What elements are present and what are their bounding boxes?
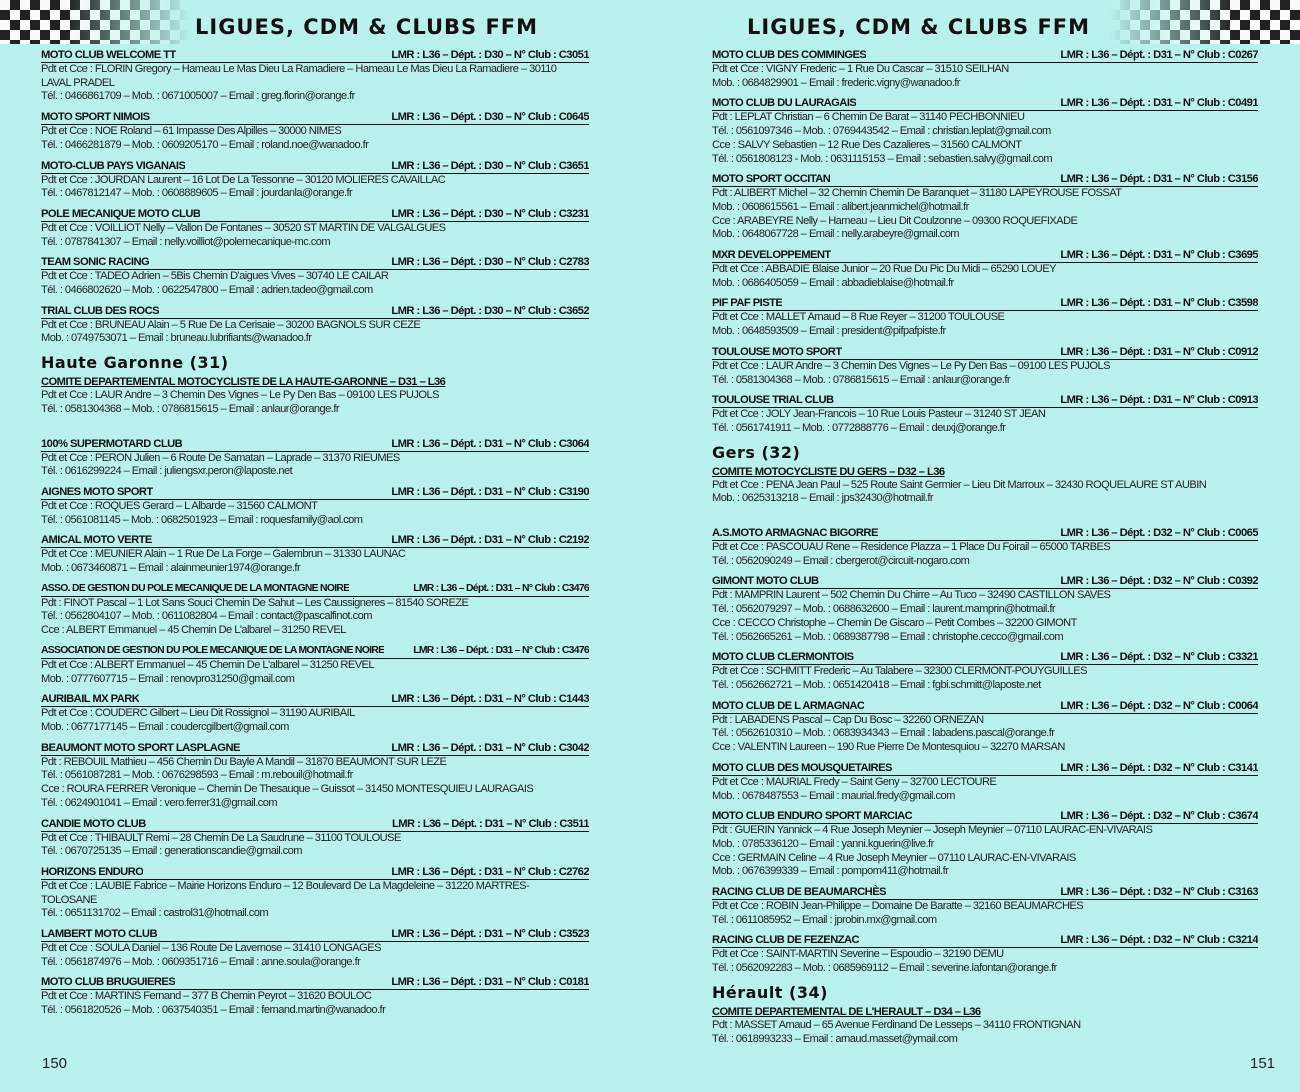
section-heading: Hérault (34): [712, 982, 828, 1002]
club-header: [712, 933, 1258, 948]
club-name: GIMONT MOTO CLUB: [712, 575, 819, 588]
contact-line: Tél. : 0624901041 – Email : vero.ferrer31@gmail.com: [41, 796, 278, 809]
contact-line: Pdt et Cce : FLORIN Gregory – Hameau Le Mas Dieu La Ramadiere – Hameau Le Mas Dieu La Ramadiere – 30110: [41, 63, 557, 75]
club-entry: [41, 110, 589, 152]
contact-line: Mob. : 0676399339 – Email : pompom411@hotmail.fr: [712, 865, 949, 878]
club-entry: [41, 485, 589, 527]
contact-line: Tél. : 0618993233 – Email : arnaud.masset@ymail.com: [712, 1032, 958, 1045]
club-reference: LMR : L36 – Dépt. : D31 – N° Club : C2192: [391, 534, 589, 547]
club-reference: LMR : L36 – Dépt. : D32 – N° Club : C3214: [1060, 934, 1258, 947]
club-reference: LMR : L36 – Dépt. : D31 – N° Club : C3511: [391, 817, 589, 830]
contact-line: Pdt et Cce : JOURDAN Laurent – 16 Lot De La Tessonne – 30120 MOLIERES CAVAILLAC: [41, 173, 446, 186]
club-reference: LMR : L36 – Dépt. : D32 – N° Club : C0065: [1060, 527, 1258, 540]
contact-line: Tél. : 0561874976 – Mob. : 0609351716 – Email : anne.soula@orange.fr: [41, 955, 361, 968]
club-header: [712, 885, 1258, 900]
contact-line: Cce : ROURA FERRER Veronique – Chemin De Thesauque – Guissot – 31450 MONTESQUIEU LAURAGAIS: [41, 783, 534, 796]
contact-line: Pdt : REBOUIL Mathieu – 456 Chemin Du Bayle A Mandil – 31870 BEAUMONT SUR LEZE: [41, 755, 447, 768]
contact-line: Tél. : 0562092283 – Mob. : 0685969112 – Email : severine.lafontan@orange.fr: [712, 962, 1057, 975]
contact-line: Cce : ALBERT Emmanuel – 45 Chemin De L'albarel – 31250 REVEL: [41, 624, 346, 637]
club-name: RACING CLUB DE FEZENZAC: [712, 934, 860, 947]
club-reference: LMR : L36 – Dépt. : D31 – N° Club : C0491: [1060, 97, 1258, 110]
contact-line: Pdt et Cce : MAURIAL Fredy – Saint Geny – 32700 LECTOURE: [712, 775, 997, 788]
contact-line: Pdt et Cce : ALBERT Emmanuel – 45 Chemin De L'albarel – 31250 REVEL: [41, 658, 375, 671]
contact-line: Tél. : 0561081145 – Mob. : 0682501923 – Email : roquesfamily@aol.com: [41, 513, 363, 526]
contact-line: Mob. : 0785336120 – Email : yanni.kguerin@live.fr: [712, 837, 934, 850]
contact-line: Tél. : 0466281879 – Mob. : 0609205170 – Email : roland.noe@wanadoo.fr: [41, 138, 369, 151]
club-header: [41, 255, 589, 270]
club-entry: [712, 172, 1258, 242]
club-header: [41, 207, 589, 222]
contact-line: Pdt et Cce : VIGNY Frederic – 1 Rue Du Cascar – 31510 SEILHAN: [712, 63, 1009, 75]
club-header: [712, 296, 1258, 311]
club-header: [41, 533, 589, 548]
contact-line: Tél. : 0562090249 – Email : cbergerot@circuit-nogaro.com: [712, 554, 970, 567]
club-reference: LMR : L36 – Dépt. : D32 – N° Club : C0392: [1060, 575, 1258, 588]
page-number: 151: [1250, 1055, 1276, 1072]
club-entry: [41, 927, 589, 969]
contact-line: Pdt et Cce : LAUBIE Fabrice – Mairie Horizons Enduro – 12 Boulevard De La Magdeleine – 31220 MARTRES-: [41, 879, 530, 892]
committee-entry: [41, 375, 589, 416]
right-page: [650, 0, 1300, 1092]
club-name: TOULOUSE TRIAL CLUB: [712, 394, 834, 407]
club-header: [41, 304, 589, 319]
club-reference: LMR : L36 – Dépt. : D31 – N° Club : C3064: [391, 437, 589, 450]
club-header: [41, 110, 589, 125]
club-header: [41, 644, 589, 659]
club-name: HORIZONS ENDURO: [41, 865, 144, 878]
club-header: [41, 582, 589, 597]
club-reference: LMR : L36 – Dépt. : D31 – N° Club : C0267: [1060, 49, 1258, 61]
contact-line: Pdt et Cce : JOLY Jean-Francois – 10 Rue Louis Pasteur – 31240 ST JEAN: [712, 408, 1046, 421]
contact-line: Mob. : 0625313218 – Email : jps32430@hotmail.fr: [712, 492, 933, 505]
contact-line: Tél. : 0581304368 – Mob. : 0786815615 – Email : anlaur@orange.fr: [41, 402, 340, 415]
contact-line: Pdt et Cce : BRUNEAU Alain – 5 Rue De La Cerisaie – 30200 BAGNOLS SUR CEZE: [41, 318, 421, 331]
club-entry: [712, 96, 1258, 166]
contact-line: Pdt et Cce : LAUR Andre – 3 Chemin Des Vignes – Le Py Den Bas – 09100 LES PUJOLS: [712, 359, 1110, 372]
contact-line: Tél. : 0561097346 – Mob. : 0769443542 – Email : christian.leplat@gmail.com: [712, 125, 1051, 138]
club-name: CANDIE MOTO CLUB: [41, 817, 146, 830]
contact-line: Pdt et Cce : PENA Jean Paul – 525 Route Saint Germier – Lieu Dit Marroux – 32430 ROQUELAURE ST AUBIN: [712, 478, 1207, 491]
club-name: MOTO SPORT OCCITAN: [712, 173, 831, 186]
club-entry: [712, 650, 1258, 692]
club-name: MOTO CLUB DES MOUSQUETAIRES: [712, 761, 892, 774]
contact-line: Pdt et Cce : PASCOUAU Rene – Residence Plazza – 1 Place Du Foirail – 65000 TARBES: [712, 541, 1111, 554]
contact-line: Mob. : 0678487553 – Email : maurial.fredy@gmail.com: [712, 789, 955, 802]
club-entry: [41, 865, 589, 921]
club-reference: LMR : L36 – Dépt. : D31 – N° Club : C0913: [1060, 394, 1258, 407]
contact-line: Mob. : 0648067728 – Email : nelly.arabeyre@gmail.com: [712, 228, 959, 241]
contact-line: Pdt et Cce : SOULA Daniel – 136 Route De Lavernose – 31410 LONGAGES: [41, 942, 381, 955]
left-page-listing: [41, 48, 589, 1024]
club-entry: [41, 304, 589, 346]
contact-line: Tél. : 0611085952 – Email : jprobin.mx@gmail.com: [712, 913, 937, 926]
club-entry: [41, 582, 589, 638]
contact-line: Mob. : 0673460871 – Email : alainmeunier1974@orange.fr: [41, 562, 301, 575]
club-reference: LMR : L36 – Dépt. : D32 – N° Club : C0064: [1060, 699, 1258, 712]
contact-line: Tél. : 0561808123 - Mob. : 0631115153 – Email : sebastien.salvy@gmail.com: [712, 152, 1053, 165]
club-entry: [712, 761, 1258, 803]
contact-line: Tél. : 0466861709 – Mob. : 0671005007 – Email : greg.florin@orange.fr: [41, 90, 355, 103]
club-header: [41, 159, 589, 174]
contact-line: Tél. : 0562665261 – Mob. : 0689387798 – Email : christophe.cecco@gmail.com: [712, 630, 1064, 643]
committee-name: COMITE DEPARTEMENTAL MOTOCYCLISTE DE LA HAUTE-GARONNE – D31 – L36: [41, 376, 446, 389]
club-reference: LMR : L36 – Dépt. : D32 – N° Club : C3674: [1060, 810, 1258, 823]
club-name: MOTO CLUB CLERMONTOIS: [712, 651, 854, 664]
club-entry: [712, 345, 1258, 387]
club-name: BEAUMONT MOTO SPORT LASPLAGNE: [41, 741, 240, 754]
club-header: [41, 975, 589, 990]
contact-line: Pdt : ALIBERT Michel – 32 Chemin Chemin De Baranquet – 31180 LAPEYROUSE FOSSAT: [712, 187, 1122, 200]
club-name: MOTO CLUB DE L ARMAGNAC: [712, 699, 865, 712]
club-reference: LMR : L36 – Dépt. : D31 – N° Club : C3695: [1060, 249, 1258, 262]
contact-line: TOLOSANE: [41, 893, 97, 906]
club-reference: LMR : L36 – Dépt. : D31 – N° Club : C0181: [391, 976, 589, 989]
club-reference: LMR : L36 – Dépt. : D31 – N° Club : C3598: [1060, 297, 1258, 310]
club-reference: LMR : L36 – Dépt. : D31 – N° Club : C3042: [391, 741, 589, 754]
contact-line: Mob. : 0677177145 – Email : coudercgilbert@gmail.com: [41, 720, 289, 733]
contact-line: Pdt et Cce : TADEO Adrien – 5Bis Chemin D'aigues Vives – 30740 LE CAILAR: [41, 270, 389, 283]
club-entry: [712, 699, 1258, 755]
contact-line: LAVAL PRADEL: [41, 76, 115, 89]
club-reference: LMR : L36 – Dépt. : D30 – N° Club : C3651: [391, 159, 589, 172]
contact-line: Cce : CECCO Christophe – Chemin De Giscaro – Petit Combes – 32200 GIMONT: [712, 616, 1077, 629]
club-name: MOTO CLUB DU LAURAGAIS: [712, 97, 857, 110]
club-entry: [712, 574, 1258, 644]
club-reference: LMR : L36 – Dépt. : D31 – N° Club : C1443: [391, 693, 589, 706]
section-heading: Gers (32): [712, 442, 801, 462]
contact-line: Pdt : FINOT Pascal – 1 Lot Sans Souci Chemin De Sahut – Les Caussigneres – 81540 SOREZE: [41, 596, 469, 609]
contact-line: Cce : ARABEYRE Nelly – Hameau – Lieu Dit Coulzonne – 09300 ROQUEFIXADE: [712, 214, 1078, 227]
contact-line: Cce : SALVY Sebastien – 12 Rue Des Cazalieres – 31560 CALMONT: [712, 138, 1022, 151]
club-reference: LMR : L36 – Dépt. : D32 – N° Club : C3321: [1060, 651, 1258, 664]
club-reference: LMR : L36 – Dépt. : D31 – N° Club : C3190: [391, 485, 589, 498]
section-heading: Haute Garonne (31): [41, 353, 229, 373]
club-header: [712, 172, 1258, 187]
club-name: LAMBERT MOTO CLUB: [41, 928, 157, 941]
contact-line: Mob. : 0684829901 – Email : frederic.vigny@wanadoo.fr: [712, 76, 960, 89]
contact-line: Tél. : 0562610310 – Mob. : 0683934343 – Email : labadens.pascal@orange.fr: [712, 727, 1055, 740]
contact-line: Mob. : 0648593509 – Email : president@pifpafpiste.fr: [712, 325, 946, 338]
committee-entry: [712, 1005, 1258, 1046]
club-reference: LMR : L36 – Dépt. : D30 – N° Club : C0645: [391, 111, 589, 124]
club-reference: LMR : L36 – Dépt. : D31 – N° Club : C3156: [1060, 173, 1258, 186]
club-header: [712, 809, 1258, 824]
club-reference: LMR : L36 – Dépt. : D30 – N° Club : C3652: [391, 304, 589, 317]
club-reference: LMR : L36 – Dépt. : D31 – N° Club : C0912: [1060, 345, 1258, 358]
club-header: [712, 48, 1258, 63]
contact-line: Pdt et Cce : THIBAULT Remi – 28 Chemin De La Saudrune – 31100 TOULOUSE: [41, 831, 401, 844]
club-entry: [41, 975, 589, 1017]
club-entry: [41, 533, 589, 575]
committee-entry: [712, 465, 1258, 506]
contact-line: Cce : VALENTIN Laureen – 190 Rue Pierre De Montesquiou – 32270 MARSAN: [712, 741, 1065, 754]
club-header: [712, 393, 1258, 408]
contact-line: Cce : GERMAIN Celine – 4 Rue Joseph Meynier – 07110 LAURAC-EN-VIVARAIS: [712, 851, 1076, 864]
club-reference: LMR : L36 – Dépt. : D32 – N° Club : C3163: [1060, 886, 1258, 899]
club-entry: [712, 526, 1258, 568]
contact-line: Mob. : 0749753071 – Email : bruneau.lubrifiants@wanadoo.fr: [41, 332, 312, 345]
club-name: RACING CLUB DE BEAUMARCHÈS: [712, 886, 887, 899]
contact-line: Pdt et Cce : ROBIN Jean-Philippe – Domaine De Baratte – 32160 BEAUMARCHES: [712, 900, 1084, 913]
contact-line: Pdt et Cce : SAINT-MARTIN Severine – Espoudio – 32190 DEMU: [712, 948, 1004, 961]
club-header: [712, 574, 1258, 589]
contact-line: Pdt et Cce : MALLET Arnaud – 8 Rue Reyer – 31200 TOULOUSE: [712, 311, 1005, 324]
club-name: TEAM SONIC RACING: [41, 256, 150, 269]
contact-line: Tél. : 0561820526 – Mob. : 0637540351 – Email : fernand.martin@wanadoo.fr: [41, 1004, 386, 1017]
club-name: AURIBAIL MX PARK: [41, 693, 140, 706]
club-reference: LMR : L36 – Dépt. : D31 – N° Club : C3523: [391, 928, 589, 941]
club-header: [712, 345, 1258, 360]
club-header: [712, 526, 1258, 541]
contact-line: Tél. : 0467812147 – Mob. : 0608889605 – Email : jourdanla@orange.fr: [41, 187, 353, 200]
contact-line: Pdt : LABADENS Pascal – Cap Du Bosc – 32260 ORNEZAN: [712, 713, 984, 726]
contact-line: Pdt et Cce : VOILLIOT Nelly – Vallon De Fontanes – 30520 ST MARTIN DE VALGALGUES: [41, 221, 446, 234]
club-name: MOTO SPORT NIMOIS: [41, 111, 150, 124]
club-entry: [712, 248, 1258, 290]
club-header: [41, 741, 589, 756]
club-reference: LMR : L36 – Dépt. : D30 – N° Club : C2783: [391, 256, 589, 269]
club-name: TRIAL CLUB DES ROCS: [41, 304, 160, 317]
club-name: ASSO. DE GESTION DU POLE MECANIQUE DE LA MONTAGNE NOIRE: [41, 582, 350, 594]
contact-line: Tél. : 0651131702 – Email : castrol31@hotmail.com: [41, 907, 269, 920]
contact-line: Pdt et Cce : NOE Roland – 61 Impasse Des Alpilles – 30000 NIMES: [41, 125, 342, 138]
club-name: 100% SUPERMOTARD CLUB: [41, 437, 183, 450]
club-name: TOULOUSE MOTO SPORT: [712, 345, 842, 358]
club-name: MOTO CLUB WELCOME TT: [41, 49, 176, 61]
club-name: MOTO-CLUB PAYS VIGANAIS: [41, 159, 186, 172]
club-header: [712, 761, 1258, 776]
club-header: [41, 927, 589, 942]
club-header: [41, 437, 589, 452]
club-name: AMICAL MOTO VERTE: [41, 534, 152, 547]
contact-line: Tél. : 0562804107 – Mob. : 0611082804 – Email : contact@pascalfinot.com: [41, 610, 372, 623]
club-entry: [41, 817, 589, 859]
contact-line: Pdt : MAMPRIN Laurent – 502 Chemin Du Chirre – Au Tuco – 32490 CASTILLON SAVES: [712, 589, 1111, 602]
contact-line: Pdt et Cce : COUDERC Gilbert – Lieu Dit Rossignol – 31190 AURIBAIL: [41, 707, 355, 720]
contact-line: Mob. : 0777607715 – Email : renovpro31250@gmail.com: [41, 672, 295, 685]
contact-line: Pdt et Cce : ABBADIE Blaise Junior – 20 Rue Du Pic Du Midi – 65290 LOUEY: [712, 263, 1056, 276]
contact-line: Tél. : 0670725135 – Email : generationscandie@gmail.com: [41, 845, 302, 858]
club-entry: [712, 393, 1258, 435]
club-reference: LMR : L36 – Dépt. : D30 – N° Club : C3051: [391, 49, 589, 61]
club-reference: LMR : L36 – Dépt. : D31 – N° Club : C3476: [413, 644, 589, 656]
club-name: MOTO CLUB BRUGUIERES: [41, 976, 176, 989]
club-header: [41, 485, 589, 500]
club-reference: LMR : L36 – Dépt. : D31 – N° Club : C2762: [391, 865, 589, 878]
club-name: MXR DEVELOPPEMENT: [712, 249, 831, 262]
club-header: [712, 650, 1258, 665]
club-name: ASSOCIATION DE GESTION DU POLE MECANIQUE DE LA MONTAGNE NOIRE: [41, 644, 385, 656]
club-entry: [41, 437, 589, 479]
club-header: [712, 248, 1258, 263]
contact-line: Tél. : 0562662721 – Mob. : 0651420418 – Email : fgbi.schmitt@laposte.net: [712, 678, 1041, 691]
contact-line: Pdt et Cce : MEUNIER Alain – 1 Rue De La Forge – Galembrun – 31330 LAUNAC: [41, 548, 406, 561]
contact-line: Tél. : 0581304368 – Mob. : 0786815615 – Email : anlaur@orange.fr: [712, 373, 1011, 386]
committee-name: COMITE MOTOCYCLISTE DU GERS – D32 – L36: [712, 465, 945, 478]
contact-line: Pdt et Cce : PERON Julien – 6 Route De Samatan – Laprade – 31370 RIEUMES: [41, 451, 400, 464]
club-entry: [41, 644, 589, 686]
club-name: MOTO CLUB DES COMMINGES: [712, 49, 867, 61]
club-entry: [712, 48, 1258, 90]
club-entry: [41, 741, 589, 811]
club-header: [41, 865, 589, 880]
club-name: MOTO CLUB ENDURO SPORT MARCIAC: [712, 810, 913, 823]
contact-line: Pdt : LEPLAT Christian – 6 Chemin De Barat – 31140 PECHBONNIEU: [712, 111, 1025, 124]
contact-line: Pdt et Cce : ROQUES Gerard – L Albarde – 31560 CALMONT: [41, 499, 318, 512]
contact-line: Tél. : 0562079297 – Mob. : 0688632600 – Email : laurent.mamprin@hotmail.fr: [712, 603, 1056, 616]
club-entry: [712, 933, 1258, 975]
club-entry: [712, 296, 1258, 338]
club-header: [712, 699, 1258, 714]
checkered-flag-decoration: [0, 0, 190, 44]
club-reference: LMR : L36 – Dépt. : D30 – N° Club : C3231: [391, 207, 589, 220]
contact-line: Pdt et Cce : LAUR Andre – 3 Chemin Des Vignes – Le Py Den Bas – 09100 LES PUJOLS: [41, 389, 439, 402]
club-name: A.S.MOTO ARMAGNAC BIGORRE: [712, 527, 878, 540]
page-title: LIGUES, CDM & CLUBS FFM: [195, 15, 539, 39]
contact-line: Mob. : 0686405059 – Email : abbadieblaise@hotmail.fr: [712, 276, 954, 289]
contact-line: Pdt : GUERIN Yannick – 4 Rue Joseph Meynier – Joseph Meynier – 07110 LAURAC-EN-VIVARAIS: [712, 824, 1153, 837]
contact-line: Tél. : 0561087281 – Mob. : 0676298593 – Email : m.rebouil@hotmail.fr: [41, 769, 353, 782]
club-name: POLE MECANIQUE MOTO CLUB: [41, 207, 201, 220]
contact-line: Tél. : 0616299224 – Email : juliengsxr.peron@laposte.net: [41, 465, 293, 478]
club-entry: [41, 692, 589, 734]
page-number: 150: [42, 1055, 68, 1072]
contact-line: Pdt : MASSET Arnaud – 65 Avenue Ferdinand De Lesseps – 34110 FRONTIGNAN: [712, 1018, 1081, 1031]
club-name: PIF PAF PISTE: [712, 297, 783, 310]
club-header: [41, 48, 589, 63]
contact-line: Pdt et Cce : SCHMITT Frederic – Au Talabere – 32300 CLERMONT-POUYGUILLES: [712, 665, 1087, 678]
checkered-flag-decoration: [1110, 0, 1300, 44]
club-entry: [41, 207, 589, 249]
club-header: [41, 817, 589, 832]
right-page-listing: [712, 48, 1258, 1066]
page-title: LIGUES, CDM & CLUBS FFM: [747, 15, 1091, 39]
contact-line: Tél. : 0561741911 – Mob. : 0772888776 – Email : deuxj@orange.fr: [712, 421, 1006, 434]
club-reference: LMR : L36 – Dépt. : D31 – N° Club : C3476: [413, 582, 589, 594]
club-entry: [41, 159, 589, 201]
club-entry: [41, 255, 589, 297]
club-header: [41, 692, 589, 707]
club-entry: [712, 809, 1258, 879]
contact-line: Tél. : 0787841307 – Email : nelly.voilliot@polemecanique-mc.com: [41, 235, 331, 248]
club-entry: [41, 48, 589, 104]
club-header: [712, 96, 1258, 111]
club-entry: [712, 885, 1258, 927]
committee-name: COMITE DEPARTEMENTAL DE L'HERAULT – D34 – L36: [712, 1005, 981, 1018]
club-reference: LMR : L36 – Dépt. : D32 – N° Club : C3141: [1060, 761, 1258, 774]
contact-line: Tél. : 0466802620 – Mob. : 0622547800 – Email : adrien.tadeo@gmail.com: [41, 284, 373, 297]
contact-line: Mob. : 0608615561 – Email : alibert.jeanmichel@hotmail.fr: [712, 200, 969, 213]
club-name: AIGNES MOTO SPORT: [41, 485, 153, 498]
contact-line: Pdt et Cce : MARTINS Fernand – 377 B Chemin Peyrot – 31620 BOULOC: [41, 990, 372, 1003]
